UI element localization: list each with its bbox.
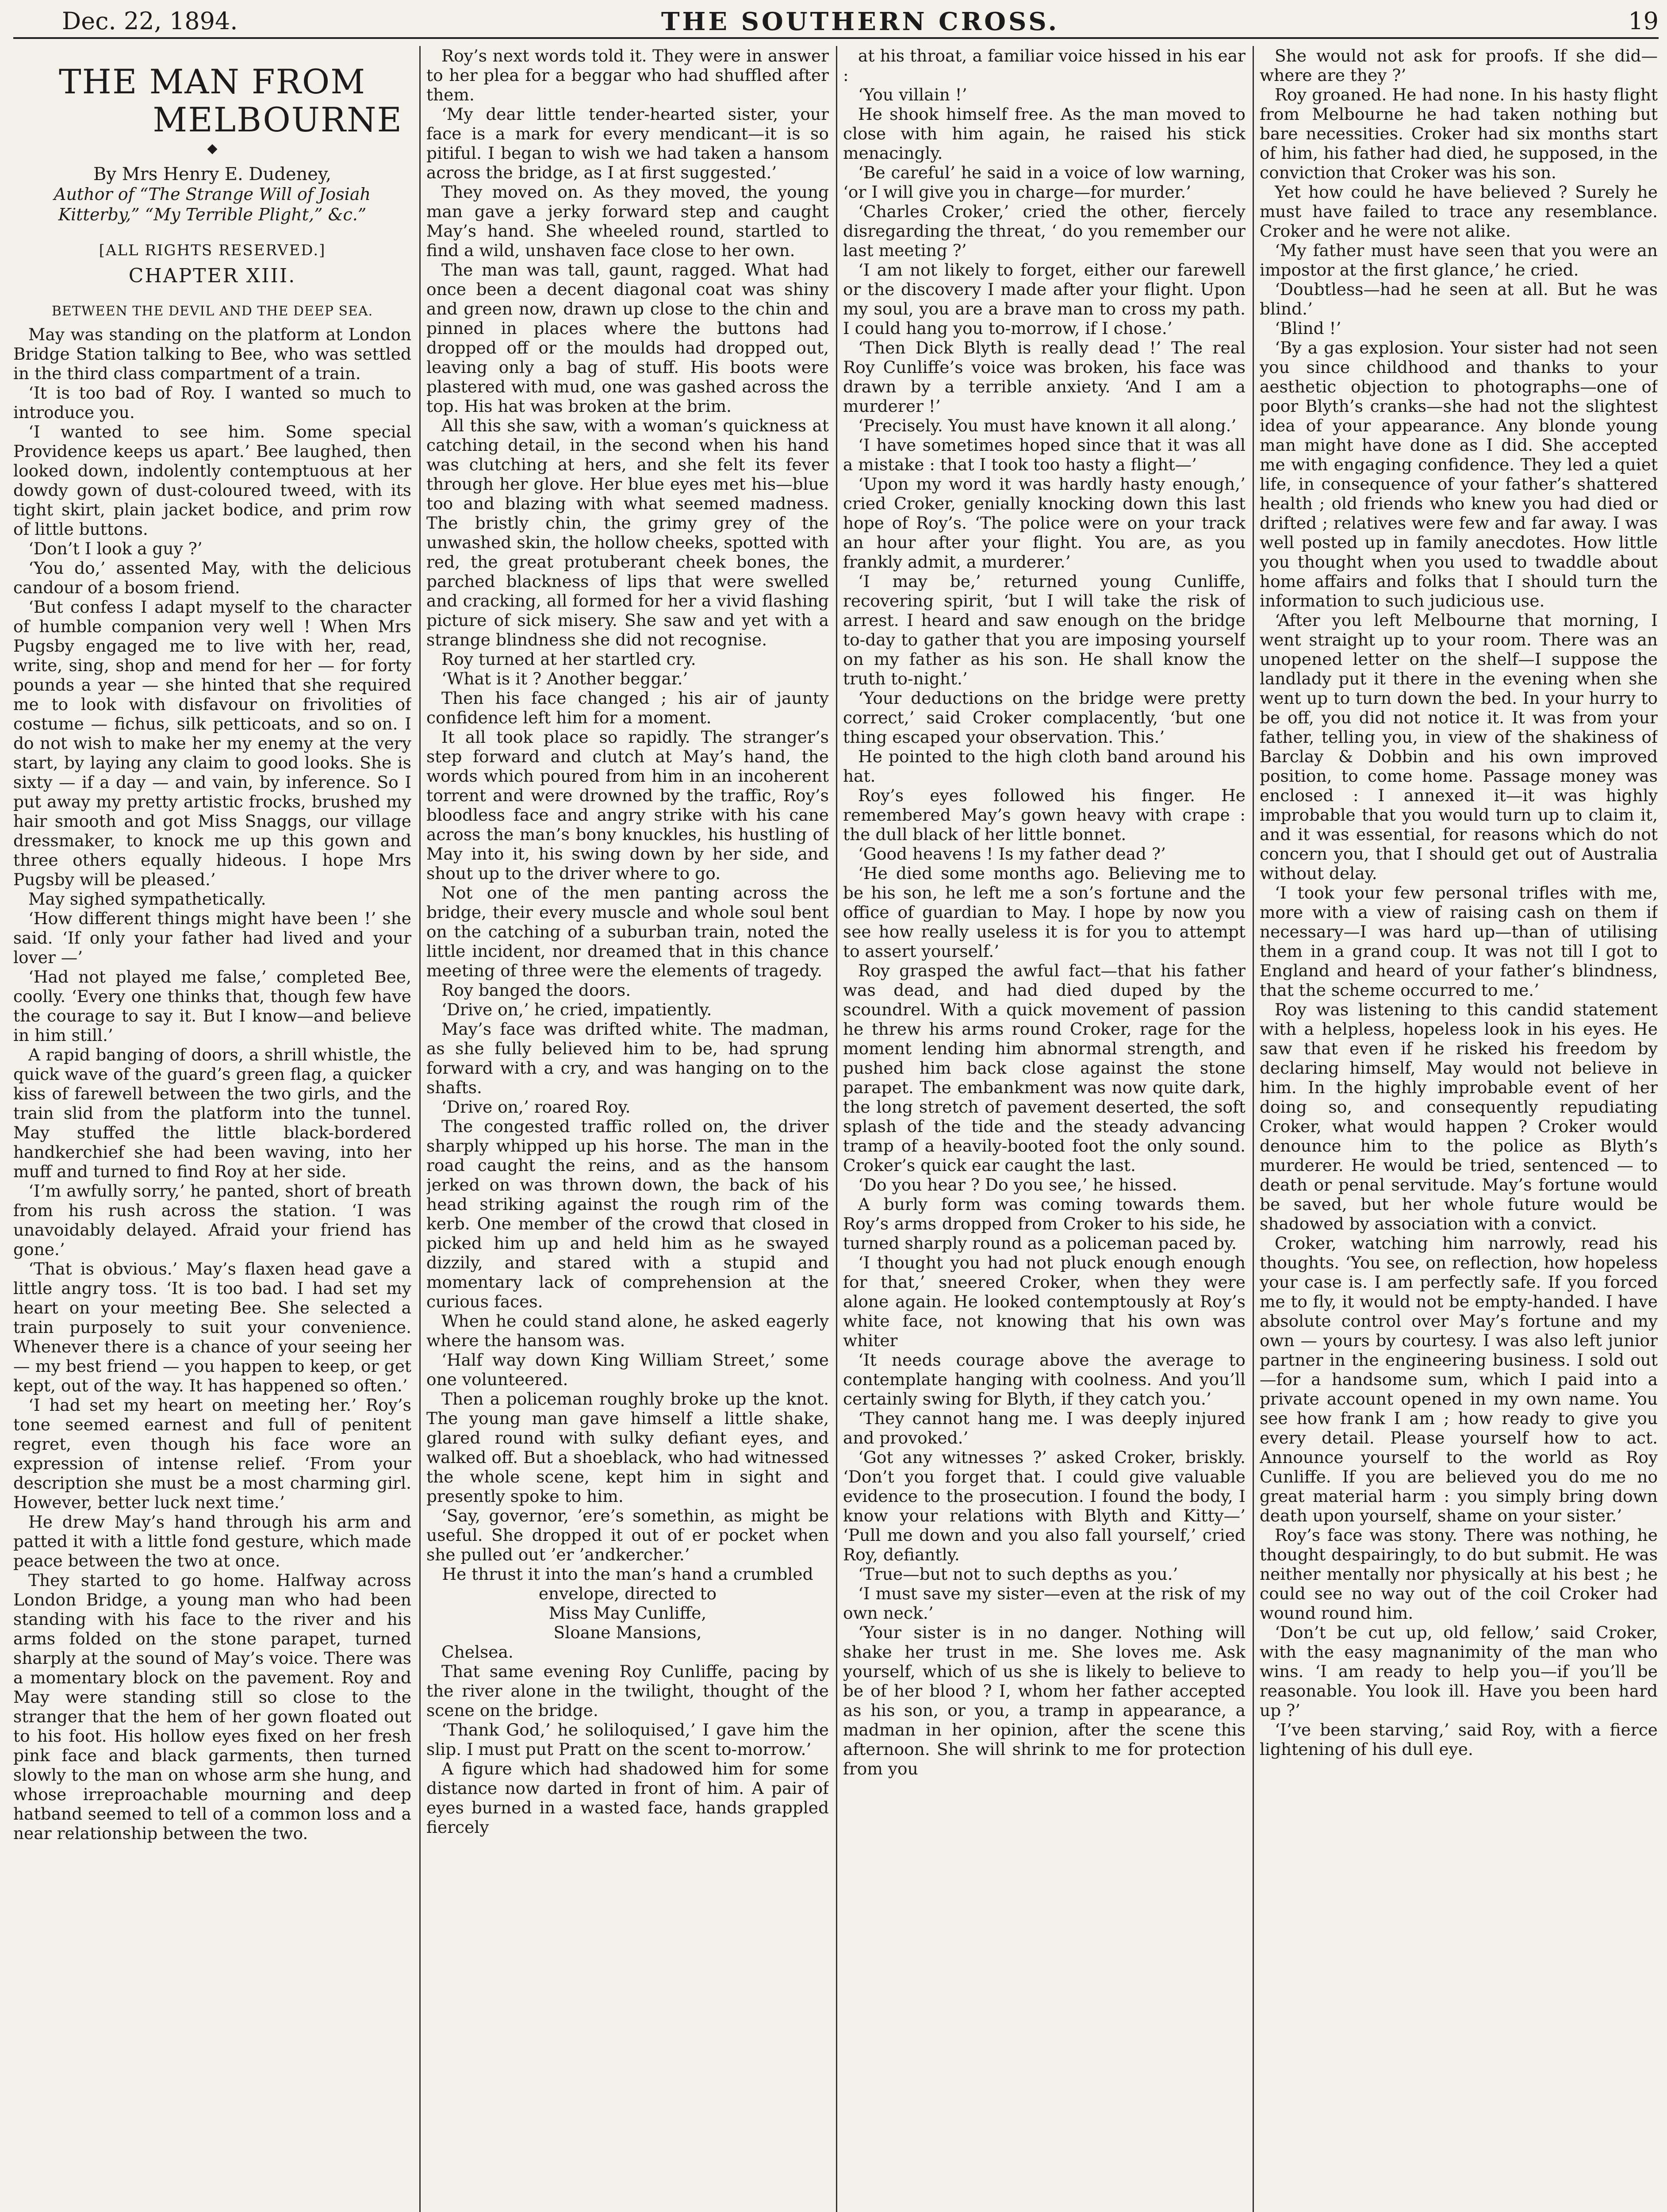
paragraph: All this she saw, with a woman’s quickness at catching detail, in the second when his hand was clutching at hers, and she felt its fever through her glove. Her blue eyes met his—blue too and blazing with what seemed madness. The bristly chin, the grimy grey of the unwashed skin, the hollow cheeks, spotted with red, the great protuberant cheek bones, the parched blackness of lips that were swelled and cracking, all formed for her a vivid flashing picture of sick misery. She saw and yet with a strange blindness she did not recognise. bbox=[426, 416, 829, 649]
paragraph: ‘Doubtless—had he seen at all. But he was blind.’ bbox=[1260, 280, 1658, 319]
column-divider bbox=[1253, 46, 1254, 2212]
paragraph: Then his face changed ; his air of jaunty confidence left him for a moment. bbox=[426, 688, 829, 727]
paragraph: Roy grasped the awful fact—that his father was dead, and had died duped by the scoundrel. With a quick movement of passion he threw his arms round Croker, rage for the moment lending him abnormal strength, and pushed him back close against the stone parapet. The embankment was now quite dark, the long stretch of pavement deserted, the soft splash of the tide and the steady advancing tramp of a heavily-booted foot the only sound. Croker’s quick ear caught the last. bbox=[843, 961, 1245, 1175]
paragraph: ‘I am not likely to forget, either our farewell or the discovery I made after your flight. Upon my soul, you are a brave man to cross my path. I could hang you to-morrow, if I chose.’ bbox=[843, 260, 1245, 338]
paragraph: ‘It is too bad of Roy. I wanted so much to introduce you. bbox=[13, 383, 411, 422]
paragraph: She would not ask for proofs. If she did—where are they ?’ bbox=[1260, 46, 1658, 85]
paragraph: ‘I must save my sister—even at the risk of my own neck.’ bbox=[843, 1584, 1245, 1623]
paragraph: They moved on. As they moved, the young man gave a jerky forward step and caught May’s hand. She wheeled round, startled to find a wild, unshaven face close to her own. bbox=[426, 182, 829, 260]
paragraph: May’s face was drifted white. The madman, as she fully believed him to be, had sprung forward with a cry, and was hanging on to the shafts. bbox=[426, 1019, 829, 1097]
paragraph: Roy’s eyes followed his finger. He remembered May’s gown heavy with crape : the dull black of her little bonnet. bbox=[843, 786, 1245, 844]
paragraph: ‘I may be,’ returned young Cunliffe, recovering spirit, ‘but I will take the risk of arrest. I heard and saw enough on the bridge to-day to gather that you are imposing yourself on my father as his son. He shall know the truth to-night.’ bbox=[843, 572, 1245, 688]
chapter-title: BETWEEN THE DEVIL AND THE DEEP SEA. bbox=[51, 303, 373, 319]
paragraph: Roy groaned. He had none. In his hasty flight from Melbourne he had taken nothing but bare necessities. Croker had six months start of him, his father had died, he supposed, in the conviction that Croker was his son. bbox=[1260, 85, 1658, 182]
paragraph: ‘It needs courage above the average to contemplate hanging with coolness. And you’ll certainly swing for Blyth, if they catch you.’ bbox=[843, 1350, 1245, 1409]
paragraph: When he could stand alone, he asked eagerly where the hansom was. bbox=[426, 1311, 829, 1350]
paragraph: ‘What is it ? Another beggar.’ bbox=[441, 669, 688, 688]
paragraph: ‘Drive on,’ he cried, impatiently. bbox=[441, 1000, 712, 1019]
paragraph: Chelsea. bbox=[441, 1642, 514, 1662]
paragraph: ‘After you left Melbourne that morning, I went straight up to your room. There was an unopened letter on the shelf—I suppose the landlady put it there in the evening when she went up to turn down the bed. In your hurry to be off, you did not notice it. It was from your father, telling you, in view of the shakiness of Barclay & Dobbin and his own improved position, to come home. Passage money was enclosed : I annexed it—it was highly improbable that you would turn up to claim it, and it was essential, for reasons which do not concern you, that I should get out of Australia without delay. bbox=[1260, 611, 1658, 883]
paragraph: ‘I thought you had not pluck enough enough for that,’ sneered Croker, when they were alone again. He looked contemptously at Roy’s white face, not knowing that his own was whiter bbox=[843, 1253, 1245, 1350]
paragraph: ‘My father must have seen that you were an impostor at the first glance,’ he cried. bbox=[1260, 241, 1658, 280]
page-header bbox=[62, 7, 1659, 35]
paragraph: Sloane Mansions, bbox=[553, 1623, 702, 1642]
paragraph: Roy’s next words told it. They were in answer to her plea for a beggar who had shuffled after them. bbox=[426, 46, 829, 104]
column-1-paragraphs bbox=[13, 325, 411, 1843]
issue-date: Dec. 22, 1894. bbox=[62, 7, 238, 35]
column-1 bbox=[13, 46, 411, 2212]
paragraph: ‘Do you hear ? Do you see,’ he hissed. bbox=[858, 1175, 1177, 1194]
paragraph: ‘He died some months ago. Believing me to be his son, he left me a son’s fortune and the office of guardian to May. I hope by now you see how really useless it is for you to attempt to assert yourself.’ bbox=[843, 864, 1245, 961]
paragraph: ‘Precisely. You must have known it all along.’ bbox=[858, 416, 1237, 435]
column-2 bbox=[426, 46, 829, 2212]
paragraph: ‘They cannot hang me. I was deeply injured and provoked.’ bbox=[843, 1409, 1245, 1448]
paragraph: It all took place so rapidly. The stranger’s step forward and clutch at May’s hand, the words which poured from him in an incoherent torrent and were drowned by the traffic, Roy’s bloodless face and angry strike with his cane across the man’s bony knuckles, his hustling of May into it, his swing down by her side, and shout up to the driver where to go. bbox=[426, 727, 829, 883]
paragraph: May was standing on the platform at London Bridge Station talking to Bee, who was settled in the third class compartment of a train. bbox=[13, 325, 411, 383]
paragraph: ‘By a gas explosion. Your sister had not seen you since childhood and thanks to your aesthetic objection to photographs—one of poor Blyth’s cranks—she had not the slightest idea of your appearance. Any blonde young man might have done as I did. She accepted me with engaging confidence. They led a quiet life, in consequence of your father’s shattered health ; old friends who knew you had died or drifted ; relatives were few and far away. I was well posted up in family anecdotes. How little you thought when you used to twaddle about home affairs and folks that I should turn the information to such judicious use. bbox=[1260, 338, 1658, 611]
column-4-paragraphs bbox=[1260, 46, 1658, 1759]
byline: By Mrs Henry E. Dudeney, bbox=[93, 164, 331, 184]
paragraph: ‘I had set my heart on meeting her.’ Roy’s tone seemed earnest and full of penitent regret, even though his face wore an expression of intense relief. ‘From your description she must be a most charming girl. However, better luck next time.’ bbox=[13, 1395, 411, 1512]
paragraph: ‘Blind !’ bbox=[1275, 319, 1341, 338]
paragraph: Not one of the men panting across the bridge, their every muscle and whole soul bent on the catching of a suburban train, noted the little incident, nor dreamed that in this chance meeting of three were the elements of tragedy. bbox=[426, 883, 829, 980]
paragraph: ‘I wanted to see him. Some special Providence keeps us apart.’ Bee laughed, then looked down, indolently contemptuous at her dowdy gown of dust-coloured tweed, with its tight skirt, plain jacket bodice, and prim row of little buttons. bbox=[13, 422, 411, 539]
paragraph: A burly form was coming towards them. Roy’s arms dropped from Croker to his side, he turned sharply round as a policeman paced by. bbox=[843, 1194, 1245, 1253]
paragraph: ‘Say, governor, ’ere’s somethin, as might be useful. She dropped it out of er pocket when she pulled out ’er ’andkercher.’ bbox=[426, 1506, 829, 1564]
paragraph: He shook himself free. As the man moved to close with him again, he raised his stick menacingly. bbox=[843, 104, 1245, 163]
paragraph: ‘Your deductions on the bridge were pretty correct,’ said Croker complacently, ‘but one thing escaped your observation. This.’ bbox=[843, 688, 1245, 747]
paragraph: A rapid banging of doors, a shrill whistle, the quick wave of the guard’s green flag, a quicker kiss of farewell between the two girls, and the train slid from the platform into the tunnel. May stuffed the little black-bordered handkerchief she had been waving, into her muff and turned to find Roy at her side. bbox=[13, 1045, 411, 1181]
paragraph: ‘Don’t be cut up, old fellow,’ said Croker, with the easy magnanimity of the man who wins. ‘I am ready to help you—if you’ll be reasonable. You look ill. Have you been hard up ?’ bbox=[1260, 1623, 1658, 1720]
chapter-heading: CHAPTER XIII. bbox=[128, 265, 296, 287]
paragraph: A figure which had shadowed him for some distance now darted in front of him. A pair of eyes burned in a wasted face, hands grappled fiercely bbox=[426, 1759, 829, 1837]
paragraph: ‘Good heavens ! Is my father dead ?’ bbox=[858, 844, 1166, 864]
paragraph: That same evening Roy Cunliffe, pacing by the river alone in the twilight, thought of the scene on the bridge. bbox=[426, 1662, 829, 1720]
paragraph: They started to go home. Halfway across London Bridge, a young man who had been standing with his face to the river and his arms folded on the stone parapet, turned sharply at the sound of May’s voice. There was a momentary block on the pavement. Roy and May were standing still so close to the stranger that the hem of her gown floated out to his foot. His hollow eyes fixed on her fresh pink face and black garments, then turned slowly to the man on whose arm she hung, and whose irreproachable mourning and deep hatband seemed to tell of a common loss and a near relationship between the two. bbox=[13, 1571, 411, 1843]
paragraph: He drew May’s hand through his arm and patted it with a little fond gesture, which made peace between the two at once. bbox=[13, 1512, 411, 1571]
paragraph: Roy’s face was stony. There was nothing, he thought despairingly, to do but submit. He was neither mentally nor physically at his best ; he could see no way out of the coil Croker had wound round him. bbox=[1260, 1525, 1658, 1623]
page-number: 19 bbox=[1628, 7, 1659, 35]
paragraph: ‘I have sometimes hoped since that it was all a mistake : that I took too hasty a flight—’ bbox=[843, 435, 1245, 474]
author-credits: Author of “The Strange Will of Josiah Kitterby,” “My Terrible Plight,” &c.” bbox=[54, 184, 371, 224]
paragraph: Then a policeman roughly broke up the knot. The young man gave himself a little shake, glared round with sulky defiant eyes, and walked off. But a shoeblack, who had witnessed the whole scene, kept him in sight and presently spoke to him. bbox=[426, 1389, 829, 1506]
paragraph: ‘You do,’ assented May, with the delicious candour of a bosom friend. bbox=[13, 558, 411, 597]
paragraph: Roy turned at her startled cry. bbox=[441, 649, 696, 669]
ornament-diamond: ◆ bbox=[207, 141, 218, 156]
column-divider bbox=[419, 46, 421, 2212]
paragraph: ‘Your sister is in no danger. Nothing will shake her trust in me. She loves me. Ask yourself, which of us she is likely to believe to be of her blood ? I, whom her father accepted as his son, or you, a tramp in appearance, a madman in her opinion, after the scene this afternoon. She will shrink to me for protection from you bbox=[843, 1623, 1245, 1778]
paragraph: ‘Charles Croker,’ cried the other, fiercely disregarding the threat, ‘ do you remember our last meeting ?’ bbox=[843, 202, 1245, 260]
paragraph: Miss May Cunliffe, bbox=[548, 1603, 707, 1623]
story-title-line-2: MELBOURNE bbox=[153, 100, 402, 139]
header-rule bbox=[13, 37, 1659, 39]
paragraph: ‘My dear little tender-hearted sister, your face is a mark for every mendicant—it is so pitiful. I began to wish we had taken a hansom across the bridge, as I at first suggested.’ bbox=[426, 104, 829, 182]
paragraph: ‘Drive on,’ roared Roy. bbox=[441, 1097, 631, 1117]
paragraph: May sighed sympathetically. bbox=[28, 889, 266, 909]
paragraph: ‘I’ve been starving,’ said Roy, with a fierce lightening of his dull eye. bbox=[1260, 1720, 1658, 1759]
paragraph: ‘Got any witnesses ?’ asked Croker, briskly. ‘Don’t you forget that. I could give valuable evidence to the prosecution. I found the body, I know your relations with Blyth and Kitty—’ ‘Pull me down and you also fall yourself,’ cried Roy, defiantly. bbox=[843, 1448, 1245, 1564]
paragraph: Roy banged the doors. bbox=[441, 980, 631, 1000]
paragraph: ‘I’m awfully sorry,’ he panted, short of breath from his rush across the station. ‘I was unavoidably delayed. Afraid your friend has gone.’ bbox=[13, 1181, 411, 1259]
rights-notice: [ALL RIGHTS RESERVED.] bbox=[99, 242, 326, 259]
paragraph: Yet how could he have believed ? Surely he must have failed to trace any resemblance. Croker and he were not alike. bbox=[1260, 182, 1658, 241]
paragraph: The congested traffic rolled on, the driver sharply whipped up his horse. The man in the road caught the reins, and as the hansom jerked on was thrown down, the back of his head striking against the rough rim of the kerb. One member of the crowd that closed in picked him up and held him as he swayed dizzily, and stared with a stupid and momentary lack of comprehension at the curious faces. bbox=[426, 1117, 829, 1311]
paragraph: ‘Thank God,’ he soliloquised,’ I gave him the slip. I must put Pratt on the scent to-morrow.’ bbox=[426, 1720, 829, 1759]
column-3-paragraphs bbox=[843, 46, 1245, 1778]
paragraph: The man was tall, gaunt, ragged. What had once been a decent diagonal coat was shiny and green now, drawn up close to the chin and pinned in places where the buttons had dropped off or the moulds had dropped out, leaving only a bag of stuff. His boots were plastered with mud, one was gashed across the top. His hat was broken at the brim. bbox=[426, 260, 829, 416]
paragraph: ‘You villain !’ bbox=[858, 85, 967, 104]
column-2-paragraphs bbox=[426, 46, 829, 1837]
paragraph: ‘How different things might have been !’ she said. ‘If only your father had lived and your lover —’ bbox=[13, 909, 411, 967]
paragraph: at his throat, a familiar voice hissed in his ear : bbox=[843, 46, 1245, 85]
paragraph: ‘Then Dick Blyth is really dead !’ The real Roy Cunliffe’s voice was broken, his face was drawn by a terrible anxiety. ‘And I am a murderer !’ bbox=[843, 338, 1245, 416]
paragraph: ‘Be careful’ he said in a voice of low warning, ‘or I will give you in charge—for murder.’ bbox=[843, 163, 1245, 202]
column-3 bbox=[843, 46, 1245, 2212]
masthead: THE SOUTHERN CROSS. bbox=[661, 7, 1060, 36]
story-title-line-1: THE MAN FROM bbox=[58, 62, 366, 101]
paragraph: ‘Half way down King William Street,’ some one volunteered. bbox=[426, 1350, 829, 1389]
column-divider bbox=[836, 46, 837, 2212]
paragraph: ‘Upon my word it was hardly hasty enough,’ cried Croker, genially knocking down this last hope of Roy’s. ‘The police were on your track an hour after your flight. You are, as you frankly admit, a murderer.’ bbox=[843, 474, 1245, 572]
paragraph: Roy was listening to this candid statement with a helpless, hopeless look in his eyes. He saw that even if he risked his freedom by declaring himself, May would not believe in him. In the highly improbable event of her doing so, and consequently repudiating Croker, what would happen ? Croker would denounce him to the police as Blyth’s murderer. He would be tried, sentenced — to death or penal servitude. May’s fortune would be saved, but her whole future would be shadowed by association with a convict. bbox=[1260, 1000, 1658, 1233]
paragraph: ‘But confess I adapt myself to the character of humble companion very well ! When Mrs Pugsby engaged me to live with her, read, write, sing, shop and mend for her — for forty pounds a year — she hinted that she required me to look with disfavour on frivolities of costume — fichus, silk petticoats, and so on. I do not wish to make her my enemy at the very start, by laying any claim to good looks. She is sixty — if a day — and vain, by inference. So I put away my pretty artistic frocks, brushed my hair smooth and got Miss Snaggs, our village dressmaker, to knock me up this gown and three others equally hideous. I hope Mrs Pugsby will be pleased.’ bbox=[13, 597, 411, 889]
paragraph: ‘I took your few personal trifles with me, more with a view of raising cash on them if necessary—I was hard up—than of utilising them in a grand coup. It was not till I got to England and heard of your father’s blindness, that the scheme occurred to me.’ bbox=[1260, 883, 1658, 1000]
paragraph: He pointed to the high cloth band around his hat. bbox=[843, 747, 1245, 786]
paragraph: ‘Had not played me false,’ completed Bee, coolly. ‘Every one thinks that, though few have the courage to say it. But I know—and believe in him still.’ bbox=[13, 967, 411, 1045]
paragraph: ‘True—but not to such depths as you.’ bbox=[858, 1564, 1178, 1584]
paragraph: Croker, watching him narrowly, read his thoughts. ‘You see, on reflection, how hopeless your case is. I am perfectly safe. If you forced me to fly, it would not be empty-handed. I have absolute control over May’s fortune and my own — yours by courtesy. I was also left junior partner in the engineering business. I sold out—for a handsome sum, which I paid into a private account opened in my own name. You see how frank I am ; how ready to give you every detail. Please yourself how to act. Announce yourself to the world as Roy Cunliffe. If you are believed you do me no great material harm : you simply bring down death upon yourself, shame on your sister.’ bbox=[1260, 1233, 1658, 1525]
paragraph: He thrust it into the man’s hand a crumbled envelope, directed to bbox=[442, 1564, 813, 1603]
column-4 bbox=[1260, 46, 1658, 2212]
paragraph: ‘Don’t I look a guy ?’ bbox=[28, 539, 203, 558]
paragraph: ‘That is obvious.’ May’s flaxen head gave a little angry toss. ‘It is too bad. I had set my heart on your meeting Bee. She selected a train purposely to suit your convenience. Whenever there is a chance of your seeing her — my best friend — you happen to keep, or get kept, out of the way. It has happened so often.’ bbox=[13, 1259, 411, 1395]
